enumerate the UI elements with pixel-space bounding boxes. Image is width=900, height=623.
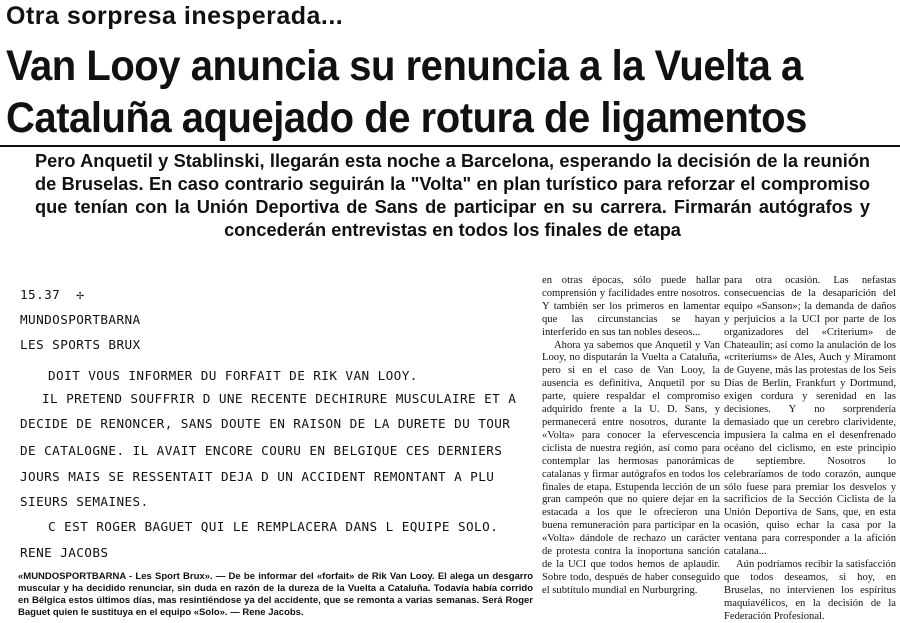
subheadline: Pero Anquetil y Stablinski, llegarán esta noche a Barcelona, esperando la decisión de la reunión de Bruselas. En caso contrario seguirán la "Volta" en plan turístico para reforzar el compromiso que tenían con la Unión Deportiva de Sans de participar en su carrera. Firmarán autógrafos y concederán entrevistas en todos los finales de etapa bbox=[35, 151, 870, 240]
column-3-paragraph: para otra ocasión. Las nefastas consecuencias de la desaparición del equipo «Sanson»; la demanda de daños y perjuicios a la UCI por parte de los organizadores del «Criterium» de Chateaulin; así como la anulación de los «criteriums» de Ales, Auch y Miramont de Guyene, más las protestas de los Seis Días de Berlín, Frankfurt y Dortmund, exigen cordura y serenidad en las decisiones. Y no sorprendería demasiado que un cerebro clarividente, impusiera la calma en el desenfrenado océano del ciclismo, en este principio de septiembre. Nosotros lo celebraríamos de todo corazón, aunque sólo fuese para premiar los desvelos y sacrificios de la Sección Ciclista de la Unión Deportiva de Sans, que, en esta ocasión, quiso echar la casa por la ventana para corresponder a la afición catalana... bbox=[724, 275, 896, 558]
column-2-paragraph: en otras épocas, sólo puede hallar comprensión y facilidades entre nosotros. Y también ser los primeros en lamentar que las circunstancias se hayan interferido en sus tan nobles deseos... bbox=[542, 275, 720, 338]
telex-line: DE CATALOGNE. IL AVAIT ENCORE COURU EN BELGIQUE CES DERNIERS bbox=[20, 443, 503, 458]
telex-origin: LES SPORTS BRUX bbox=[20, 337, 141, 352]
telex-mark-icon: ✢ bbox=[76, 287, 85, 302]
telex-line: DOIT VOUS INFORMER DU FORFAIT DE RIK VAN LOOY. bbox=[48, 368, 418, 383]
article-column-2 bbox=[542, 275, 720, 598]
kicker: Otra sorpresa inesperada... bbox=[6, 2, 344, 30]
column-3-paragraph: Aún podríamos recibir la satisfacción que todos deseamos, si hoy, en Bruselas, no intervienen los espíritus maquiavélicos, en la decisión de la Federación Profesional. bbox=[724, 558, 896, 622]
telex-line: SIEURS SEMAINES. bbox=[20, 494, 149, 509]
divider-rule bbox=[0, 145, 900, 147]
telex-line: C EST ROGER BAGUET QUI LE REMPLACERA DANS L EQUIPE SOLO. bbox=[48, 519, 499, 534]
telex-line: DECIDE DE RENONCER, SANS DOUTE EN RAISON DE LA DURETE DU TOUR bbox=[20, 416, 511, 431]
headline-line-1: Van Looy anuncia su renuncia a la Vuelta a bbox=[6, 42, 803, 90]
telex-signature: RENE JACOBS bbox=[20, 545, 109, 560]
telex-time bbox=[20, 287, 84, 302]
telex-line: IL PRETEND SOUFFRIR D UNE RECENTE DECHIRURE MUSCULAIRE ET A bbox=[42, 391, 517, 406]
telex-line: JOURS MAIS SE RESSENTAIT DEJA D UN ACCIDENT REMONTANT A PLU bbox=[20, 469, 495, 484]
telex-sender: MUNDOSPORTBARNA bbox=[20, 312, 141, 327]
telex-time-value: 15.37 bbox=[20, 287, 61, 302]
headline-line-2: Cataluña aquejado de rotura de ligamentos bbox=[6, 94, 807, 142]
telex-caption: «MUNDOSPORTBARNA - Les Sport Brux». — De be informar del «forfait» de Rik Van Looy. El alega un desgarro muscular y ha decidido renunciar, sin duda en razón de la dureza de la Vuelta a Cataluña. Todavía había corrido en Bélgica estos últimos días, mas resintiéndose ya del accidente, que se remonta a varias semanas. Será Roger Baguet quien le sustituya en el equipo «Solo». — Rene Jacobs. bbox=[18, 571, 533, 618]
article-column-3 bbox=[724, 275, 896, 623]
column-2-paragraph: Ahora ya sabemos que Anquetil y Van Looy, no disputarán la Vuelta a Cataluña, pero si en el caso de Van Looy, la ausencia es definitiva, Anquetil por su parte, quiere respaldar el compromiso adquirido frente a la U. D. Sans, y permanecerá entre nosotros, durante la «Volta» para conocer la efervescencia ciclista de nuestra región, así como para contemplar las hermosas panorámicas catalanas y firmar autógrafos en todos los finales de etapa. Estupenda lección de un gran campeón que no quiere dejar en la estacada a los que le ofrecieron una buena remuneración para participar en la «Volta» dándole de rechazo un carácter de protesta contra la inoportuna sanción de la UCI que todos hemos de aplaudir. Sobre todo, después de haber conseguido el subtítulo mundial en Nurburgring. bbox=[542, 339, 720, 596]
